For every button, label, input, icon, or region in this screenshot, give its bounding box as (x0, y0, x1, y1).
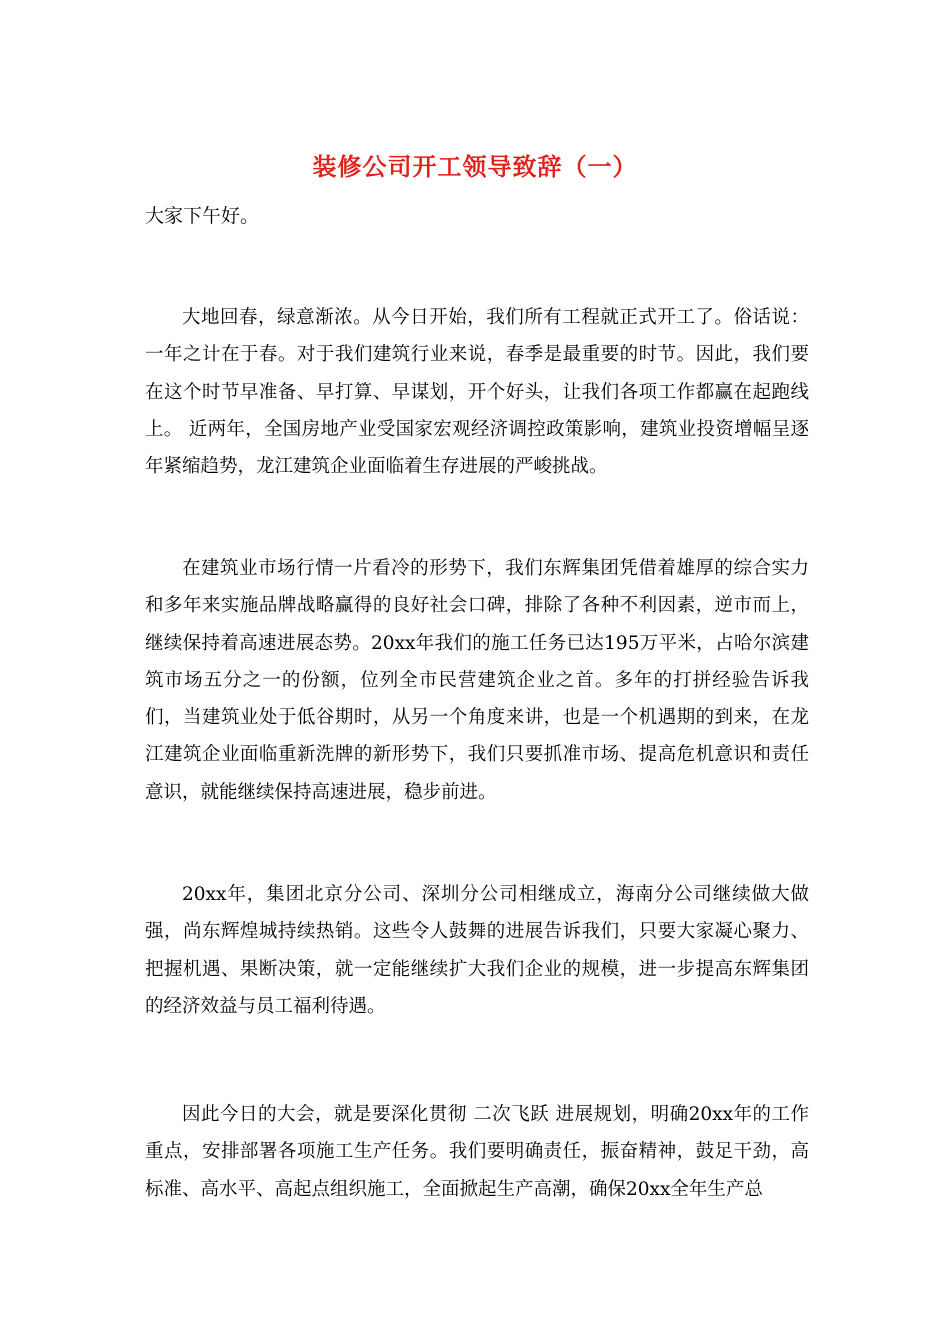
paragraph-4: 因此今日的大会，就是要深化贯彻 二次飞跃 进展规划，明确20xx年的工作重点，安排部署各项施工生产任务。我们要明确责任，振奋精神，鼓足干劲，高标准、高水平、高起点组织施工，全面掀起生产高潮，确保20xx全年生产总 (145, 1104, 809, 1200)
paragraph-2: 在建筑业市场行情一片看冷的形势下，我们东辉集团凭借着雄厚的综合实力和多年来实施品牌战略赢得的良好社会口碑，排除了各种不利因素，逆市而上，继续保持着高速进展态势。20xx年我们的施工任务已达195万平米，占哈尔滨建筑市场五分之一的份额，位列全市民营建筑企业之首。多年的打拼经验告诉我们，当建筑业处于低谷期时，从另一个角度来讲，也是一个机遇期的到来，在龙江建筑企业面临重新洗牌的新形势下，我们只要抓准市场、提高危机意识和责任意识，就能继续保持高速进展，稳步前进。 (145, 558, 809, 803)
paragraph-3: 20xx年，集团北京分公司、深圳分公司相继成立，海南分公司继续做大做强，尚东辉煌城持续热销。这些令人鼓舞的进展告诉我们，只要大家凝心聚力、把握机遇、果断决策，就一定能继续扩大我们企业的规模，进一步提高东辉集团的经济效益与员工福利待遇。 (145, 884, 809, 1017)
paragraph-1: 大地回春，绿意渐浓。从今日开始，我们所有工程就正式开工了。俗话说：一年之计在于春。对于我们建筑行业来说，春季是最重要的时节。因此，我们要在这个时节早准备、早打算、早谋划，开个好头，让我们各项工作都赢在起跑线上。 近两年，全国房地产业受国家宏观经济调控政策影响，建筑业投资增幅呈逐年紧缩趋势，龙江建筑企业面临着生存进展的严峻挑战。 (145, 307, 809, 478)
document-title: 装修公司开工领导致辞（一） (312, 152, 638, 181)
greeting-line: 大家下午好。 (145, 205, 260, 227)
